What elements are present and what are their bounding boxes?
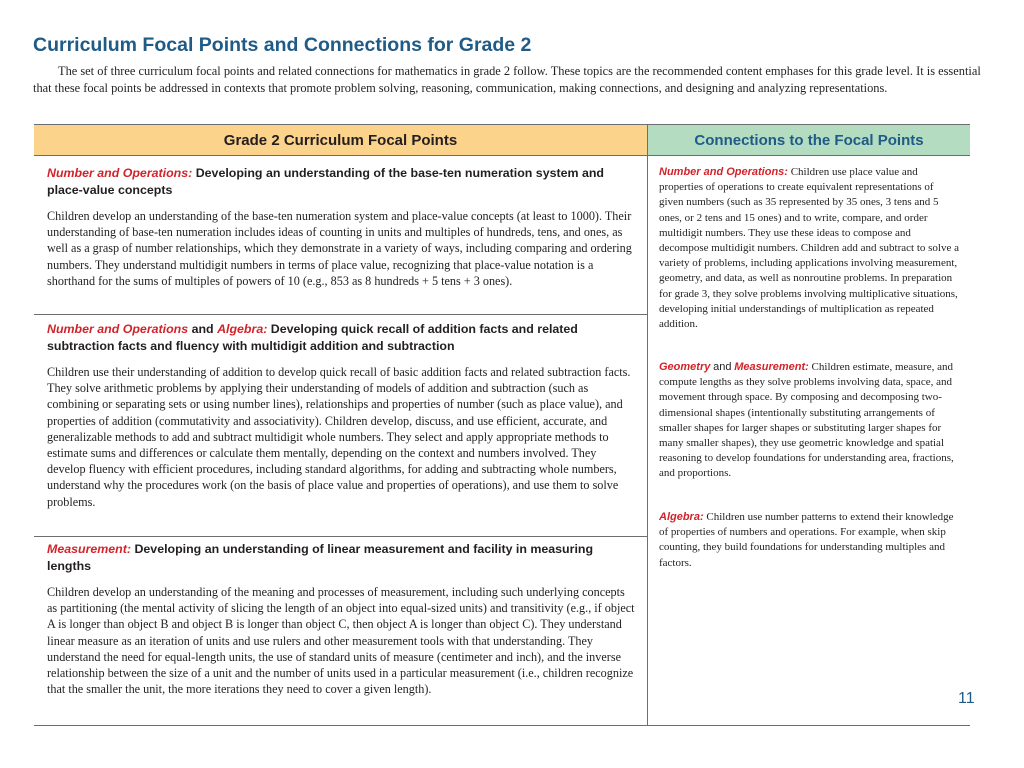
focal-points-table — [34, 124, 970, 726]
focal-point-title: Developing an understanding of linear measurement and facility in measuring lengths — [47, 542, 594, 573]
connection-geometry-measurement — [659, 360, 959, 482]
connection-label: Measurement: — [734, 361, 809, 373]
focal-point-body: Children develop an understanding of the meaning and processes of measurement, including such underlying concepts as partitioning (the mental activity of slicing the length of an object into equal-sized units) and transitivity (e.g., if object A is longer than object B and object B is longer than object C, then object A is longer than object C). They understand linear measure as an iteration of units and use rulers and other measurement tools with that understanding. They understand the need for equal-length units, the use of standard units of measure (centimeter and inch), and the inverse relationship between the size of a unit and the number of units used in a particular measurement (i.e., children recognize that the smaller the unit, the more iterations they need to cover a given length). — [47, 585, 635, 697]
focal-point-connector: and — [191, 322, 214, 336]
right-column-header: Connections to the Focal Points — [647, 124, 970, 156]
focal-point-label: Algebra: — [217, 322, 268, 336]
focal-point-number-algebra — [47, 321, 637, 510]
connection-number-operations — [659, 165, 959, 332]
connection-algebra — [659, 510, 959, 571]
focal-point-label: Measurement: — [47, 542, 132, 556]
focal-point-heading — [47, 541, 637, 575]
focal-point-label: Number and Operations: — [47, 166, 193, 180]
page-number: 11 — [958, 690, 975, 707]
focal-point-measurement — [47, 541, 637, 697]
connection-label: Number and Operations: — [659, 166, 788, 178]
intro-paragraph: The set of three curriculum focal points and related connections for mathematics in grade 2 follow. These topics are the recommended content emphases for this grade level. It is essential that these focal points be addressed in contexts that promote problem solving, reasoning, communication, making connections, and designing and analyzing representations. — [33, 64, 981, 95]
focal-point-number-operations — [47, 165, 637, 289]
focal-point-body: Children develop an understanding of the base-ten numeration system and place-value concepts (at least to 1000). Their understanding of base-ten numeration includes ideas of counting in units and multiples of hundreds, tens, and ones, as well as a grasp of number relationships, which they demonstrate in a variety of ways, including comparing and ordering numbers. They understand multidigit numbers in terms of place value, recognizing that place-value notation is a shorthand for the sums of multiples of powers of 10 (e.g., 853 as 8 hundreds + 5 tens + 3 ones). — [47, 209, 632, 288]
focal-point-body: Children use their understanding of addition to develop quick recall of basic addition facts and related subtraction facts. They solve arithmetic problems by applying their understanding of models of addition and subtraction (such as combining or separating sets or using number lines), relationships and properties of number (such as place value), and properties of addition (commutativity and associativity). Children develop, discuss, and use efficient, accurate, and generalizable methods to add and subtract multidigit whole numbers. They select and apply appropriate methods to estimate sums and differences or calculate them mentally, depending on the context and numbers involved. They develop fluency with efficient procedures, including standard algorithms, for adding and subtracting whole numbers, understand why the procedures work (on the basis of place value and properties of operations), and use them to solve problems. — [47, 365, 631, 509]
focal-point-title: Developing quick recall of addition facts and related subtraction facts and fluency with multidigit addition and subtraction — [47, 322, 578, 353]
row-divider — [34, 314, 647, 315]
connection-connector: and — [713, 361, 732, 373]
connection-text: Children use place value and properties of operations to create equivalent representations of given numbers (such as 35 represented by 35 ones, 3 tens and 5 ones, or 2 tens and 15 ones) and to write, compare, and order multidigit numbers. They use these ideas to compose and decompose multidigit numbers. Children add and subtract to solve a variety of problems, including applications involving measurement, geometry, and data, as well as nonroutine problems. In preparation for grade 3, they solve problems involving multiplicative situations, developing initial understandings of multiplication as repeated addition. — [659, 166, 959, 331]
connection-text: Children estimate, measure, and compute lengths as they solve problems involving data, space, and movement through space. By composing and decomposing two-dimensional shapes (intentionally substituting arrangements of smaller shapes for larger shapes or substituting larger shapes for many smaller shapes), they use geometric knowledge and spatial reasoning to develop foundations for understanding area, fractions, and proportions. — [659, 361, 954, 480]
page-title: Curriculum Focal Points and Connections for Grade 2 — [33, 34, 532, 56]
focal-point-heading — [47, 321, 637, 355]
focal-point-heading — [47, 165, 637, 199]
row-divider — [34, 536, 647, 537]
left-column-header: Grade 2 Curriculum Focal Points — [34, 124, 647, 156]
connection-text: Children use number patterns to extend their knowledge of properties of numbers and operations. For example, when skip counting, they build foundations for understanding multiples and factors. — [659, 511, 954, 569]
connection-label: Geometry — [659, 361, 711, 373]
focal-point-label: Number and Operations — [47, 322, 189, 336]
focal-point-title: Developing an understanding of the base-ten numeration system and place-value concepts — [47, 166, 604, 197]
connection-label: Algebra: — [659, 511, 704, 523]
column-divider — [647, 156, 648, 725]
